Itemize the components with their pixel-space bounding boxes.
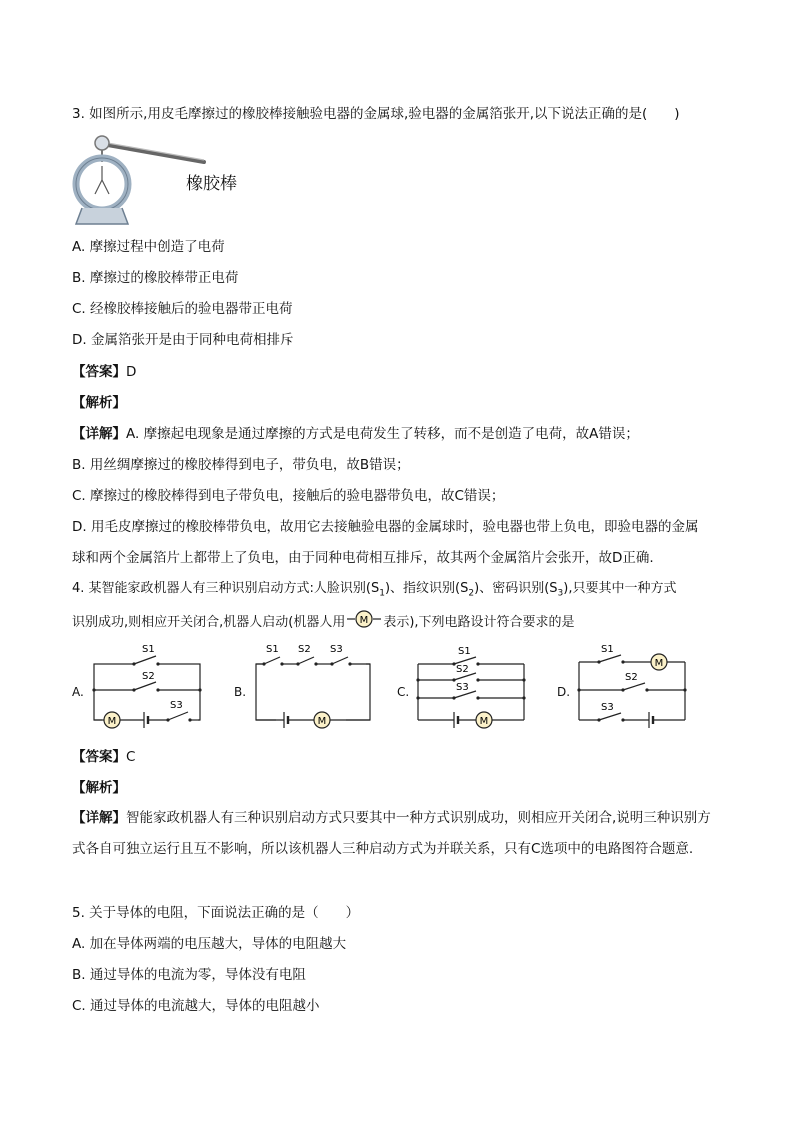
switch-s1-label: S1 <box>266 644 279 655</box>
motor-symbol-icon <box>347 610 381 635</box>
q3-analysis-tag: 【解析】 <box>72 395 126 411</box>
switch-s2-label: S2 <box>456 664 469 675</box>
switch-s3-label: S3 <box>330 644 343 655</box>
motor-letter: M <box>479 716 489 727</box>
answer-tag: 【答案】 <box>72 364 126 380</box>
motor-letter: M <box>654 658 664 669</box>
detail-tag: 【详解】 <box>72 426 126 442</box>
detail-tag: 【详解】 <box>72 810 126 826</box>
answer-tag: 【答案】 <box>72 749 126 765</box>
q4-stem-part: 识别成功,则相应开关闭合,机器人启动(机器人用 <box>72 615 346 630</box>
q3-detail-1 <box>72 424 639 444</box>
q3-option-b: B. 摩擦过的橡胶棒带正电荷 <box>72 270 239 286</box>
motor-letter: M <box>317 716 327 727</box>
circuit-b <box>252 642 376 732</box>
q4-stem-line1 <box>72 579 676 604</box>
switch-s2-label: S2 <box>142 671 155 682</box>
circuit-c <box>414 642 530 732</box>
detail-text: 智能家政机器人有三种识别启动方式只要其中一种方式识别成功，则相应开关闭合,说明三种识别方式各自可独立运行且互不影响，所以该机器人三种启动方式为并联关系，只有C选项中的电路图符合题意. <box>72 810 711 857</box>
circuit-d <box>575 642 691 732</box>
q4-stem-line2 <box>72 610 575 635</box>
switch-s3-label: S3 <box>601 702 614 713</box>
subscript: 1 <box>379 588 385 599</box>
q5-option-a: A. 加在导体两端的电压越大，导体的电阻越大 <box>72 936 347 952</box>
switch-s2-label: S2 <box>298 644 311 655</box>
switch-s3-label: S3 <box>170 700 183 711</box>
circuit-b-label: B. <box>234 685 247 699</box>
switch-s1-label: S1 <box>142 644 155 655</box>
switch-s1-label: S1 <box>601 644 614 655</box>
q3-stem: 3. 如图所示,用皮毛摩擦过的橡胶棒接触验电器的金属球,验电器的金属箔张开,以下说法正确的是( ) <box>72 106 680 122</box>
q4-stem-part: )、密码识别(S <box>474 581 558 596</box>
motor-letter: M <box>107 716 117 727</box>
switch-s3-label: S3 <box>456 682 469 693</box>
motor-letter: M <box>360 615 369 626</box>
switch-s1-label: S1 <box>458 646 471 657</box>
q5-stem: 5. 关于导体的电阻，下面说法正确的是（ ） <box>72 905 360 921</box>
q5-option-b: B. 通过导体的电流为零，导体没有电阻 <box>72 967 306 983</box>
q3-detail-3: C. 摩擦过的橡胶棒得到电子带负电，接触后的验电器带负电，故C错误； <box>72 488 505 504</box>
q3-detail-5: 球和两个金属箔片上都带上了负电，由于同种电荷相互排斥，故其两个金属箔片会张开，故D正确. <box>72 550 654 566</box>
circuit-d-label: D. <box>557 685 571 699</box>
subscript: 2 <box>468 588 475 599</box>
q3-option-d: D. 金属箔张开是由于同种电荷相排斥 <box>72 332 294 348</box>
q3-detail-4: D. 用毛皮摩擦过的橡胶棒带负电，故用它去接触验电器的金属球时，验电器也带上负电，即验电器的金属 <box>72 519 699 535</box>
rubber-rod-label: 橡胶棒 <box>186 174 237 194</box>
circuit-c-label: C. <box>397 685 410 699</box>
q4-analysis-tag: 【解析】 <box>72 780 126 796</box>
q5-option-c: C. 通过导体的电流越大，导体的电阻越小 <box>72 998 320 1014</box>
q3-option-c: C. 经橡胶棒接触后的验电器带正电荷 <box>72 301 293 317</box>
q4-stem-part: 表示),下列电路设计符合要求的是 <box>383 615 575 630</box>
q4-stem-part: ),只要其中一种方式 <box>563 581 677 596</box>
q4-answer <box>72 747 135 767</box>
q4-detail <box>72 803 724 865</box>
circuit-a <box>90 642 208 732</box>
q3-option-a: A. 摩擦过程中创造了电荷 <box>72 239 225 255</box>
circuit-a-label: A. <box>72 685 84 699</box>
switch-s2-label: S2 <box>625 672 638 683</box>
q4-stem-part: 4. 某智能家政机器人有三种识别启动方式:人脸识别(S <box>72 581 380 596</box>
detail-text: A. 摩擦起电现象是通过摩擦的方式是电荷发生了转移，而不是创造了电荷，故A错误； <box>126 426 639 442</box>
answer-value: D <box>126 364 137 380</box>
answer-value: C <box>126 749 136 765</box>
q4-stem-part: )、指纹识别(S <box>384 581 469 596</box>
q3-detail-2: B. 用丝绸摩擦过的橡胶棒得到电子，带负电，故B错误； <box>72 457 410 473</box>
subscript: 3 <box>557 588 564 599</box>
q3-answer <box>72 362 136 382</box>
